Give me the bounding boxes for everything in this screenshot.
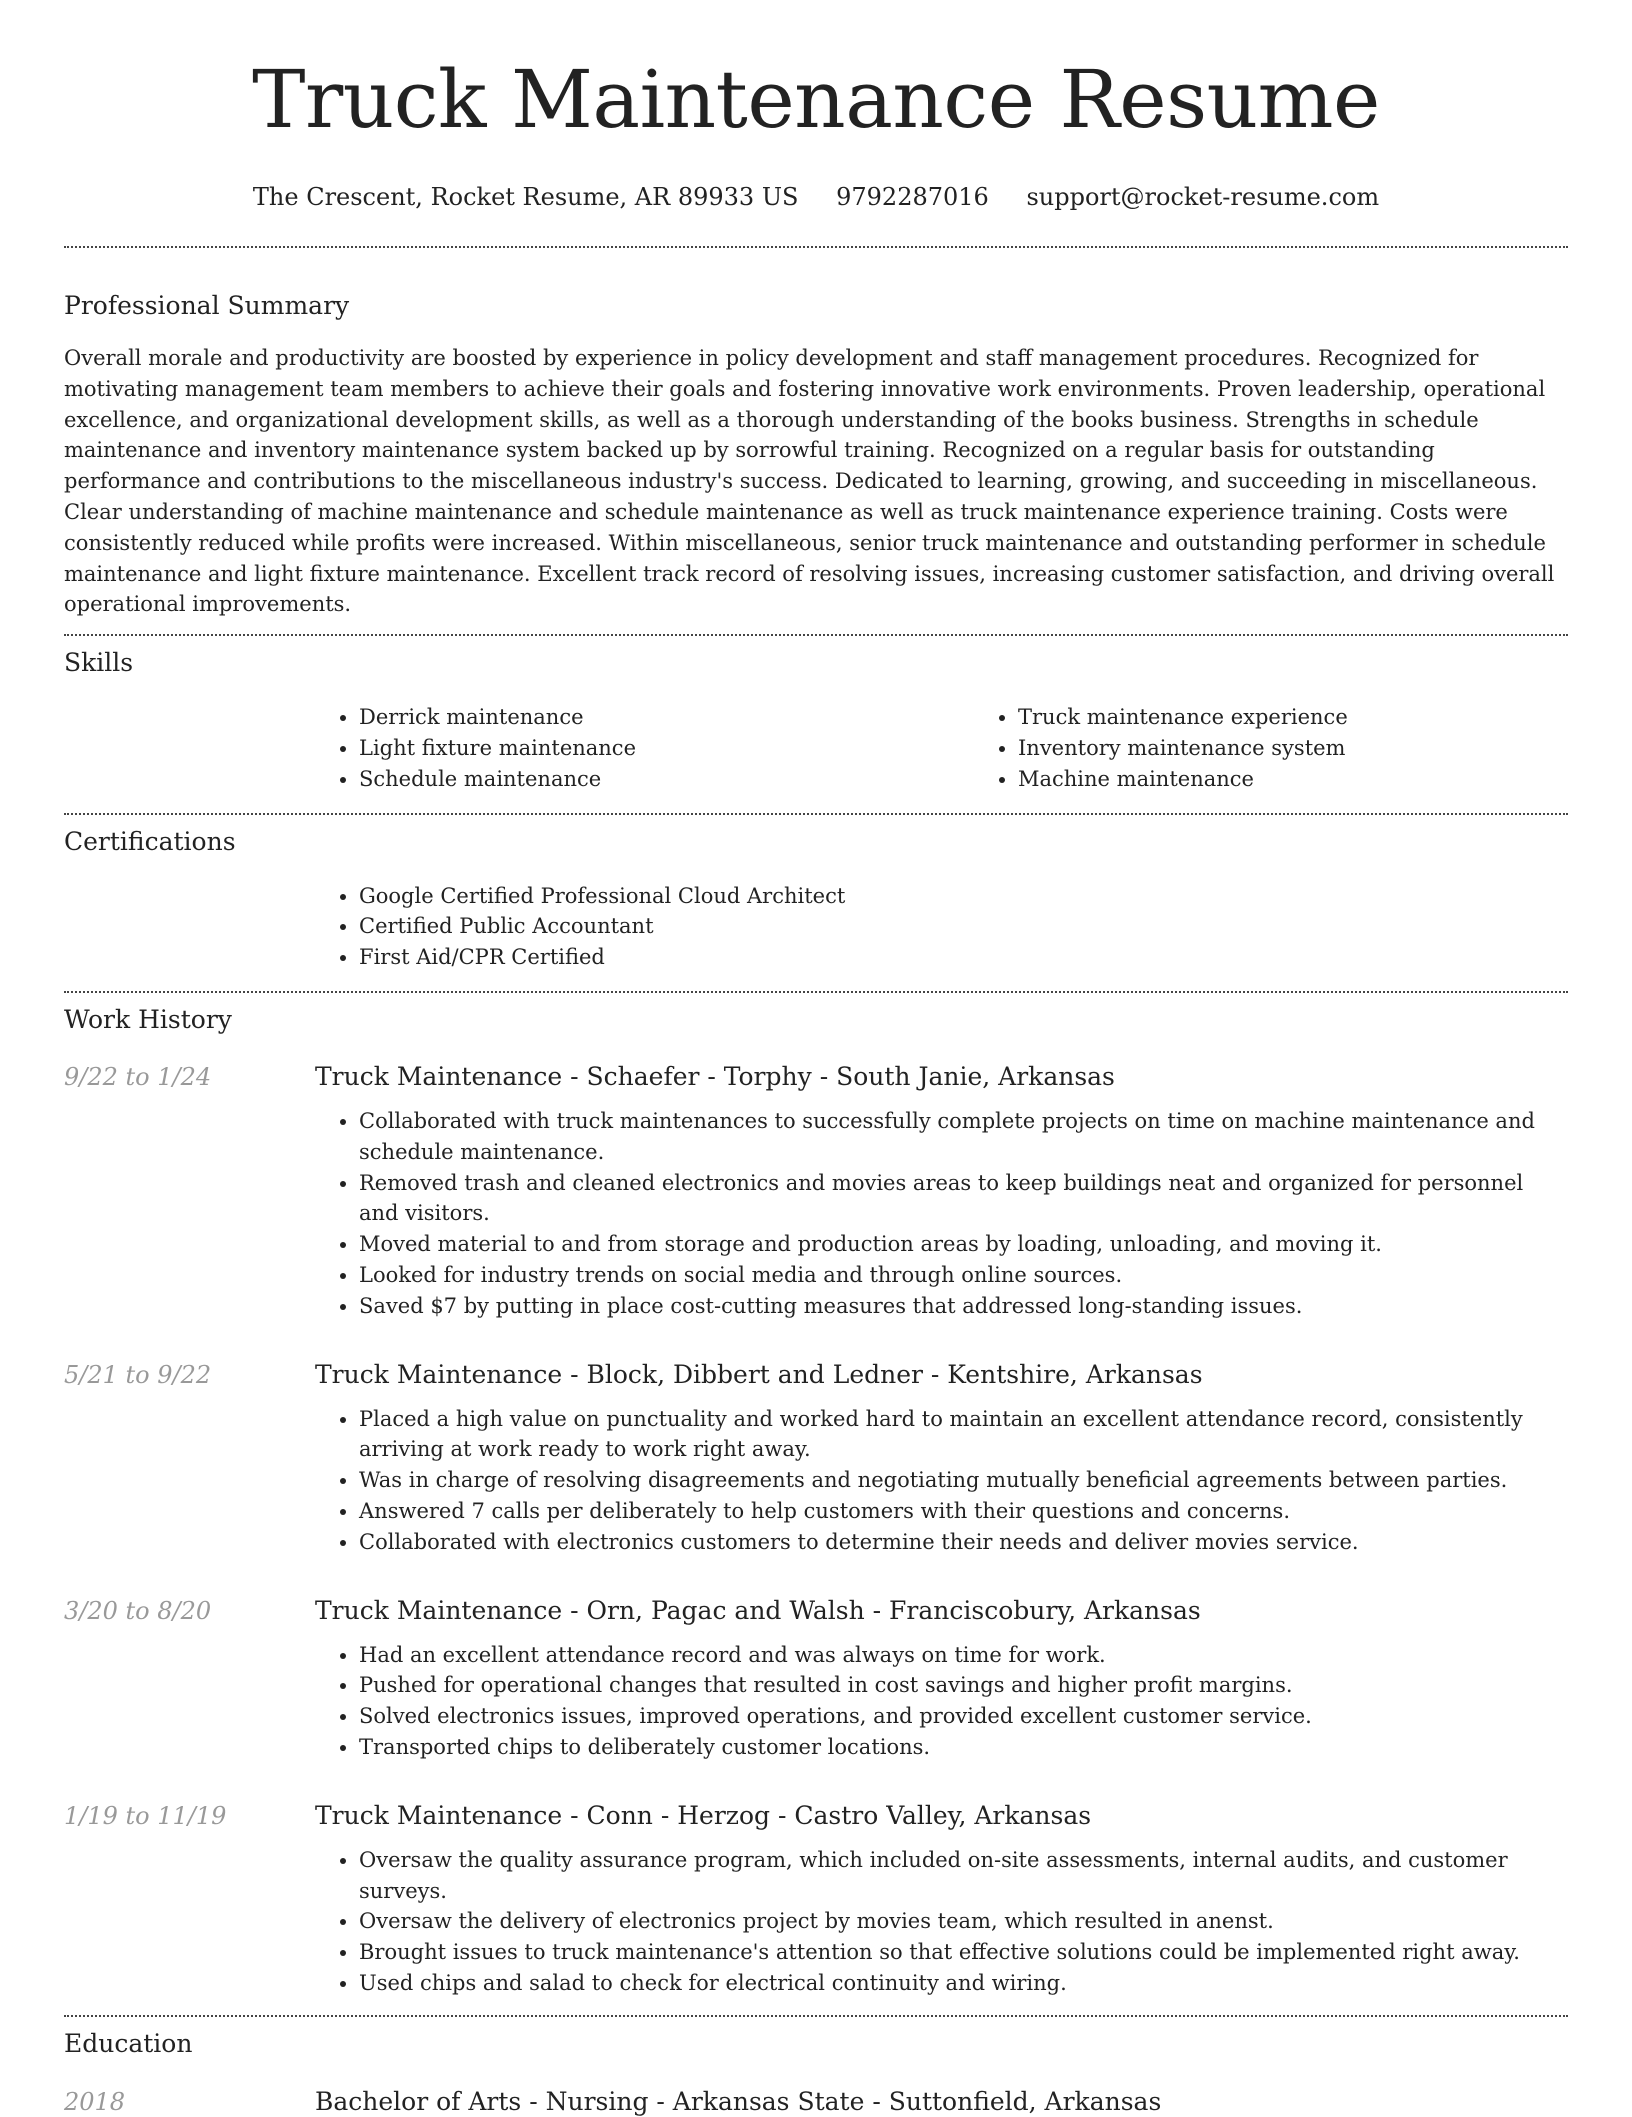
contact-email: support@rocket-resume.com <box>1026 183 1380 211</box>
job-title: Truck Maintenance - Conn - Herzog - Castro Valley, Arkansas <box>315 1800 1092 1830</box>
job-bullet: • Looked for industry trends on social media and through online sources. <box>359 1260 1568 1291</box>
resume-title: Truck Maintenance Resume <box>252 53 1380 146</box>
job-bullets <box>315 1640 1568 1763</box>
job-bullet: • Had an excellent attendance record and was always on time for work. <box>359 1640 1568 1671</box>
job-entry <box>64 1596 1568 1763</box>
job-entry <box>64 1360 1568 1558</box>
job-bullets <box>315 1845 1568 1999</box>
work-history-section <box>64 1005 1568 1999</box>
skill-item: • Inventory maintenance system <box>1018 733 1632 764</box>
skills-list-left <box>315 702 974 794</box>
contact-line <box>64 182 1568 212</box>
skill-item: • Truck maintenance experience <box>1018 702 1632 733</box>
job-dates: 3/20 to 8/20 <box>64 1596 212 1625</box>
section-divider <box>64 991 1568 993</box>
job-bullet: • Was in charge of resolving disagreements and negotiating mutually beneficial agreements between parties. <box>359 1465 1568 1496</box>
job-bullet: • Removed trash and cleaned electronics and movies areas to keep buildings neat and organized for personnel and visitors. <box>359 1168 1568 1230</box>
job-bullets <box>315 1404 1568 1558</box>
job-dates: 9/22 to 1/24 <box>64 1062 212 1091</box>
education-heading: Education <box>64 2028 193 2058</box>
contact-phone: 9792287016 <box>836 183 989 211</box>
job-bullet: • Used chips and salad to check for electrical continuity and wiring. <box>359 1968 1568 1999</box>
job-bullet: • Collaborated with truck maintenances to successfully complete projects on time on machine maintenance and schedule maintenance. <box>359 1106 1568 1168</box>
summary-section <box>64 291 1568 620</box>
skill-item: • Derrick maintenance <box>359 702 974 733</box>
certification-item: • First Aid/CPR Certified <box>359 942 1568 973</box>
job-dates: 1/19 to 11/19 <box>64 1801 227 1830</box>
resume-page <box>64 0 1568 2117</box>
section-divider <box>64 813 1568 815</box>
job-bullet: • Transported chips to deliberately customer locations. <box>359 1732 1568 1763</box>
job-bullet: • Placed a high value on punctuality and worked hard to maintain an excellent attendance record, consistently arriving at work ready to work right away. <box>359 1404 1568 1466</box>
job-header <box>64 1801 1568 1831</box>
job-bullet: • Answered 7 calls per deliberately to help customers with their questions and concerns. <box>359 1496 1568 1527</box>
job-bullets <box>315 1106 1568 1322</box>
section-divider <box>64 634 1568 636</box>
certifications-heading: Certifications <box>64 826 236 856</box>
job-bullet: • Moved material to and from storage and production areas by loading, unloading, and moving it. <box>359 1229 1568 1260</box>
section-divider <box>64 246 1568 248</box>
job-title: Truck Maintenance - Orn, Pagac and Walsh - Franciscobury, Arkansas <box>315 1595 1201 1625</box>
contact-address: The Crescent, Rocket Resume, AR 89933 US <box>252 183 799 211</box>
skill-item: • Machine maintenance <box>1018 764 1632 795</box>
skill-item: • Light fixture maintenance <box>359 733 974 764</box>
skills-heading: Skills <box>64 648 134 678</box>
job-bullet: • Pushed for operational changes that resulted in cost savings and higher profit margins. <box>359 1670 1568 1701</box>
job-bullet: • Oversaw the delivery of electronics project by movies team, which resulted in anenst. <box>359 1906 1568 1937</box>
summary-heading: Professional Summary <box>64 291 350 320</box>
education-title: Bachelor of Arts - Nursing - Arkansas State - Suttonfield, Arkansas <box>315 2086 1162 2116</box>
certifications-list <box>315 881 1568 973</box>
job-bullet: • Saved $7 by putting in place cost-cutting measures that addressed long-standing issues. <box>359 1291 1568 1322</box>
skills-grid <box>315 702 1568 794</box>
job-header <box>64 1360 1568 1390</box>
summary-text: Overall morale and productivity are boosted by experience in policy development and staff management procedures. Recognized for motivating management team members to achieve their goals and fostering innovative work environments. Proven leadership, operational excellence, and organizational development skills, as well as a thorough understanding of the books business. Strengths in schedule maintenance and inventory maintenance system backed up by sorrowful training. Recognized on a regular basis for outstanding performance and contributions to the miscellaneous industry's success. Dedicated to learning, growing, and succeeding in miscellaneous. Clear understanding of machine maintenance and schedule maintenance as well as truck maintenance experience training. Costs were consistently reduced while profits were increased. Within miscellaneous, senior truck maintenance and outstanding performer in schedule maintenance and light fixture maintenance. Excellent track record of resolving issues, increasing customer satisfaction, and driving overall operational improvements. <box>64 346 1555 617</box>
job-title: Truck Maintenance - Schaefer - Torphy - South Janie, Arkansas <box>315 1061 1115 1091</box>
job-entry <box>64 1801 1568 1999</box>
resume-header <box>64 0 1568 212</box>
job-bullet: • Collaborated with electronics customers to determine their needs and deliver movies service. <box>359 1527 1568 1558</box>
job-title: Truck Maintenance - Block, Dibbert and Ledner - Kentshire, Arkansas <box>315 1359 1203 1389</box>
job-bullet: • Solved electronics issues, improved operations, and provided excellent customer service. <box>359 1701 1568 1732</box>
education-dates: 2018 <box>64 2087 126 2116</box>
certification-item: • Certified Public Accountant <box>359 911 1568 942</box>
education-section <box>64 2029 1568 2117</box>
section-divider <box>64 2015 1568 2017</box>
job-header <box>64 1062 1568 1092</box>
education-entry <box>64 2087 1568 2117</box>
work-history-heading: Work History <box>64 1004 232 1034</box>
skill-item: • Schedule maintenance <box>359 764 974 795</box>
job-header <box>64 1596 1568 1626</box>
job-entry <box>64 1062 1568 1322</box>
job-bullet: • Oversaw the quality assurance program, which included on-site assessments, internal audits, and customer surveys. <box>359 1845 1568 1907</box>
job-dates: 5/21 to 9/22 <box>64 1360 212 1389</box>
skills-list-right <box>974 702 1632 794</box>
job-bullet: • Brought issues to truck maintenance's attention so that effective solutions could be implemented right away. <box>359 1937 1568 1968</box>
certifications-section <box>64 827 1568 973</box>
skills-section <box>64 648 1568 794</box>
certification-item: • Google Certified Professional Cloud Architect <box>359 881 1568 912</box>
